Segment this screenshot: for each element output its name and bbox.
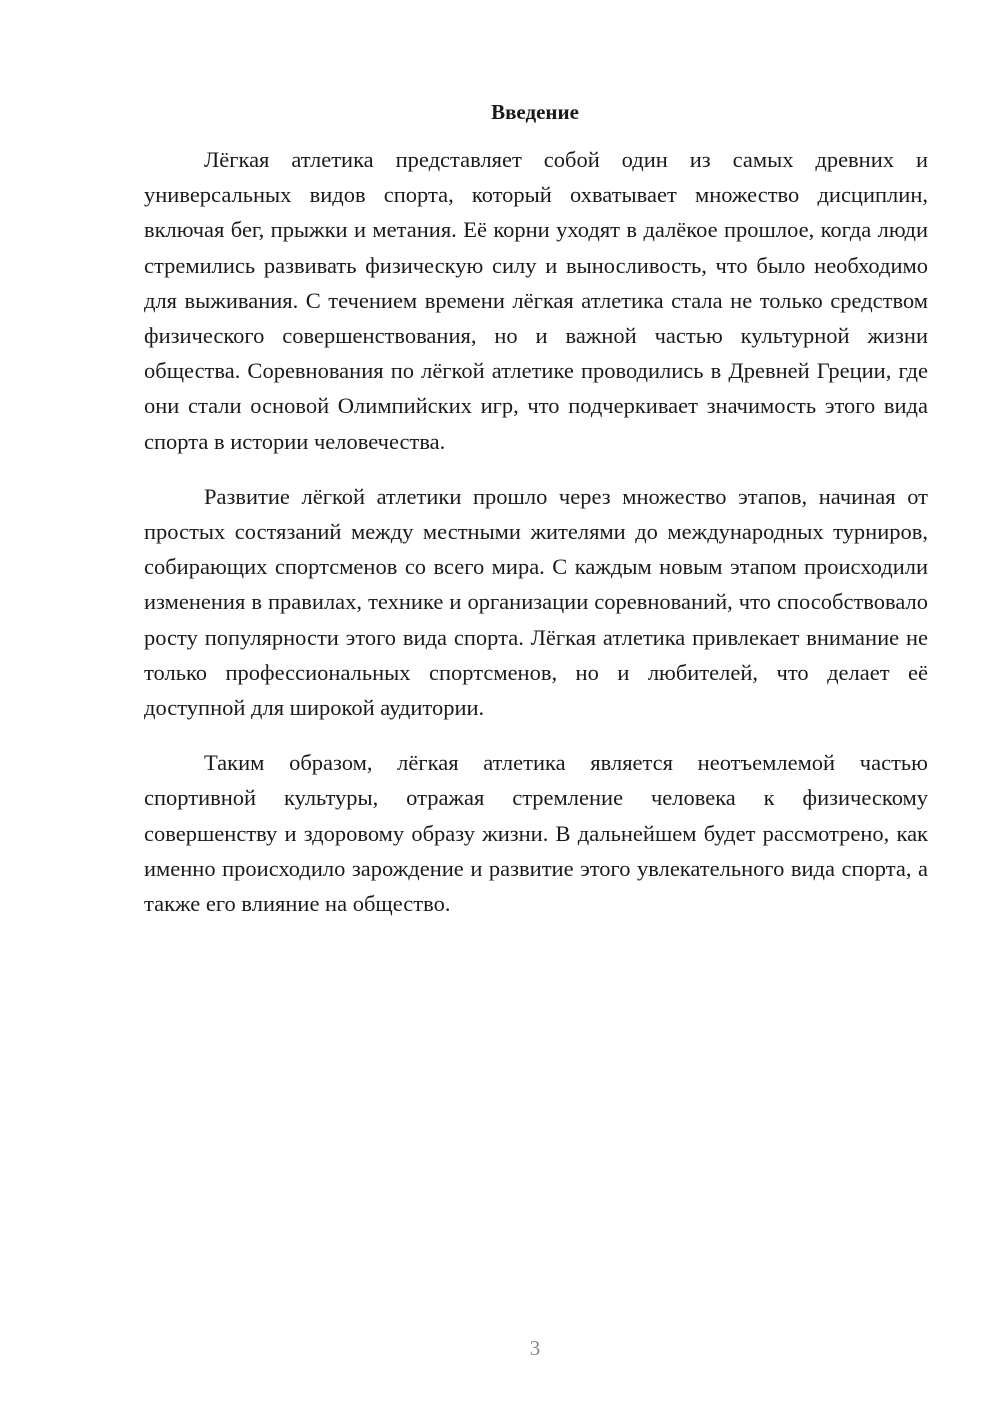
paragraph-3: Таким образом, лёгкая атлетика является неотъемлемой частью спортивной культуры, отражая стремление человека к физическому совершенству и здоровому образу жизни. В дальнейшем будет рассмотрено, как именно происходило зарождение и развитие этого увлекательного вида спорта, а также его влияние на общество. [144, 750, 928, 917]
document-body [144, 142, 928, 921]
paragraph-2: Развитие лёгкой атлетики прошло через множество этапов, начиная от простых состязаний между местными жителями до международных турниров, собирающих спортсменов со всего мира. С каждым новым этапом происходили изменения в правилах, технике и организации соревнований, что способствовало росту популярности этого вида спорта. Лёгкая атлетика привлекает внимание не только профессиональных спортсменов, но и любителей, что делает её доступной для широкой аудитории. [144, 483, 928, 721]
page-number: 3 [529, 1336, 541, 1360]
paragraph-1: Лёгкая атлетика представляет собой один из самых древних и универсальных видов спорта, который охватывает множество дисциплин, включая бег, прыжки и метания. Её корни уходят в далёкое прошлое, когда люди стремились развивать физическую силу и выносливость, что было необходимо для выживания. С течением времени лёгкая атлетика стала не только средством физического совершенствования, но и важной частью культурной жизни общества. Соревнования по лёгкой атлетике проводились в Древней Греции, где они стали основой Олимпийских игр, что подчеркивает значимость этого вида спорта в истории человечества. [144, 147, 928, 454]
page-title: Введение [491, 100, 579, 124]
